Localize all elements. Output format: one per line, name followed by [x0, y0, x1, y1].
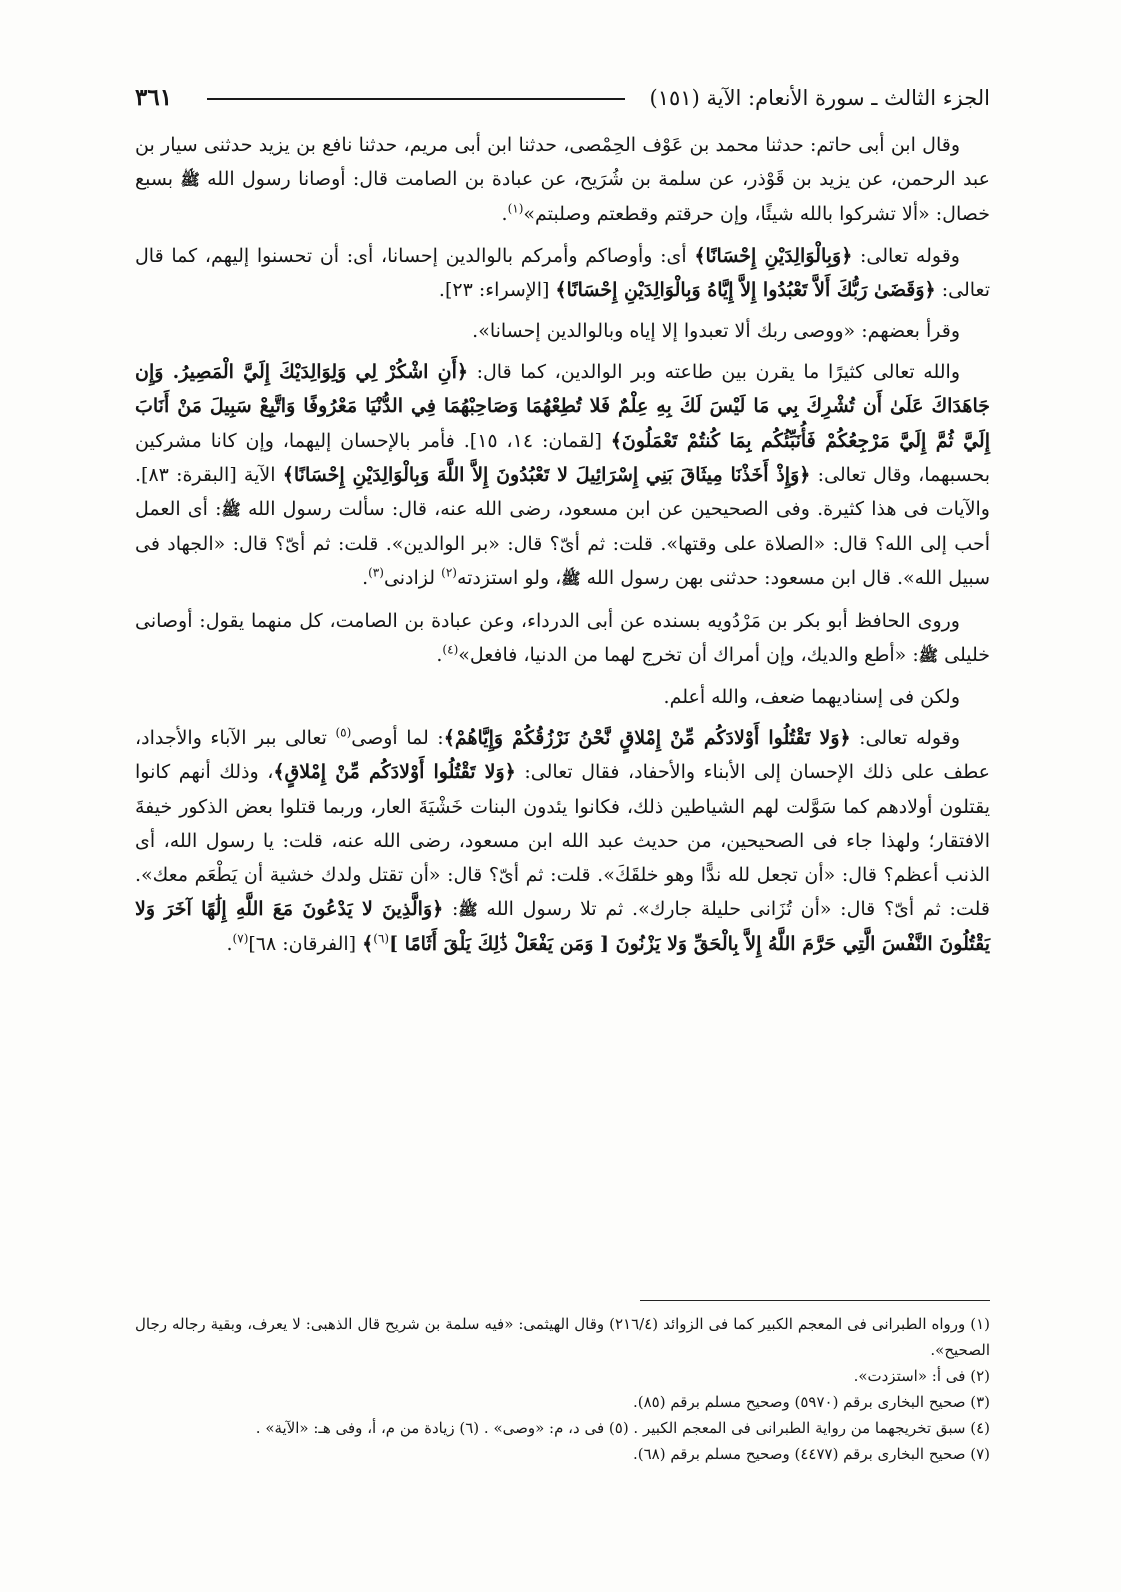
quran-verse: ﴿أَنِ اشْكُرْ لِي وَلِوَالِدَيْكَ إِلَيَّ الْمَصِيرُ. وَإِن جَاهَدَاكَ عَلَىٰ أَن تُشْرِكَ بِي مَا لَيْسَ لَكَ بِهِ عِلْمٌ فَلا تُطِعْهُمَا وَصَاحِبْهُمَا فِي الدُّنْيَا مَعْرُوفًا وَاتَّبِعْ سَبِيلَ مَنْ أَنَابَ إِلَيَّ ثُمَّ إِلَيَّ مَرْجِعُكُمْ فَأُنَبِّئُكُم بِمَا كُنتُمْ تَعْمَلُونَ﴾: [135, 361, 990, 452]
footnote: (٣) صحيح البخارى برقم (٥٩٧٠) وصحيح مسلم برقم (٨٥).: [632, 1393, 990, 1411]
text-run: بسبع خصال: «ألا تشركوا بالله شيئًا، وإن حرقتم وقطعتم وصلبتم»: [135, 168, 990, 226]
quran-verse: ﴿وَبِالْوَالِدَيْنِ إِحْسَانًا﴾: [694, 244, 853, 267]
footnote-ref: (٢): [441, 566, 457, 581]
text-run: تعالى ببر الآباء والأجداد، عطف على ذلك الإحسان إلى الأبناء والأحفاد، فقال تعالى:: [135, 727, 990, 784]
page-header: [135, 80, 990, 116]
running-title: الجزء الثالث ـ سورة الأنعام: الآية (١٥١): [649, 86, 990, 110]
salutation-glyph: ﷺ: [561, 569, 581, 589]
text-run: ، وذلك أنهم كانوا يقتلون أولادهم كما سَوَّلت لهم الشياطين ذلك، فكانوا يئدون البنات خَشْيَةَ العار، وربما قتلوا بعض الذكور خيفةَ الافتقار؛ ولهذا جاء فى الصحيحين، من حديث عبد الله ابن مسعود، رضى الله عنه، قلت: يا رسول الله، أى الذنب أعظم؟ قال: «أن تجعل لله ندًّا وهو خلقَكَ». قلت: ثم أىّ؟ قال: «أن تقتل ولدك خشية أن يَطْعَم معك». قلت: ثم أىّ؟ قال: «أن تُزَانى حليلة جارك». ثم تلا رسول الله: [135, 761, 990, 921]
text-run: الآية [البقرة: ٨٣]. والآيات فى هذا كثيرة. وفى الصحيحين عن ابن مسعود، رضى الله عنه، قال: سألت رسول الله: [135, 463, 990, 521]
text-run: .: [226, 933, 233, 956]
page-number: ٣٦١: [135, 84, 173, 111]
footnote-ref: (٦): [373, 932, 390, 947]
quran-verse: ﴿وَلا تَقْتُلُوا أَوْلادَكُم مِّنْ إِمْلاقٍ﴾: [273, 761, 516, 784]
text-run: : «أطع والديك، وإن أمراك أن تخرج لهما من الدنيا، فافعل»: [458, 643, 919, 666]
main-text: [135, 128, 990, 962]
text-run: [الفرقان: ٦٨]: [248, 933, 363, 956]
quran-verse: ﴿وَإِذْ أَخَذْنَا مِيثَاقَ بَنِي إِسْرَائِيلَ لا تَعْبُدُونَ إِلاَّ اللَّهَ وَبِالْوَالِدَيْنِ إِحْسَانًا﴾: [282, 463, 811, 486]
paragraph: [135, 314, 990, 348]
quran-verse: ﴾: [362, 933, 374, 956]
text-run: ، ولو استزدته: [456, 567, 562, 590]
salutation-glyph: ﷺ: [180, 170, 200, 190]
text-run: .: [436, 643, 443, 666]
paragraph: [135, 128, 990, 232]
text-run: وروى الحافظ أبو بكر بن مَرْدُويه بسنده عن أبى الدرداء، وعن عبادة بن الصامت، كل منهما يقول: أوصانى خليلى: [135, 609, 990, 666]
text-run: أى: وأوصاكم وأمركم بالوالدين إحسانا، أى: أن تحسنوا إليهم، كما قال تعالى:: [135, 244, 990, 301]
footnote-ref: (٤): [442, 642, 459, 657]
footnote-ref: (٥): [335, 725, 352, 740]
quran-verse: ﴿وَقَضَىٰ رَبُّكَ أَلاَّ تَعْبُدُوا إِلاَّ إِيَّاهُ وَبِالْوَالِدَيْنِ إِحْسَانًا﴾: [555, 278, 936, 301]
paragraph: [135, 680, 990, 714]
paragraph: [135, 721, 990, 961]
text-run: : لما أوصى: [351, 727, 444, 750]
footnotes: [135, 1311, 990, 1467]
paragraph: [135, 355, 990, 596]
text-run: وقرأ بعضهم: «ووصى ربك ألا تعبدوا إلا إياه وبالوالدين إحسانا».: [472, 320, 960, 343]
text-run: .: [501, 203, 508, 226]
footnote-ref: (١): [507, 202, 524, 217]
salutation-glyph: ﷺ: [458, 900, 478, 920]
paragraph: [135, 239, 990, 307]
text-run: : أى العمل أحب إلى الله؟ قال: «الصلاة على وقتها». قلت: ثم أىّ؟ قال: «بر الوالدين». قلت: ثم أىّ؟ قال: «الجهاد فى سبيل الله». قال ابن مسعود: حدثنى بهن رسول الله: [135, 498, 990, 590]
footnote: (٤) سبق تخريجهما من رواية الطبرانى فى المعجم الكبير . (٥) فى د، م: «وصى» . (٦) زيادة من م، أ، وفى هـ: «الآية» .: [255, 1419, 990, 1437]
salutation-glyph: ﷺ: [221, 500, 241, 520]
text-run: وقوله تعالى:: [852, 244, 960, 267]
footnote-ref: (٣): [368, 566, 384, 581]
text-run: [لقمان: ١٤، ١٥]. فأمر بالإحسان إليهما، وإن كانا مشركين بحسبهما، وقال تعالى:: [135, 429, 991, 486]
footnote: (٢) فى أ: «استزدت».: [853, 1367, 990, 1385]
text-run: وقال ابن أبى حاتم: حدثنا محمد بن عَوْف الحِمْصى، حدثنا ابن أبى مريم، حدثنا نافع بن يزيد حدثنى سيار بن عبد الرحمن، عن يزيد بن قَوْذر، عن سلمة بن شُرَيح، عن عبادة بن الصامت قال: أوصانا رسول الله: [135, 134, 990, 191]
text-run: لزادنى: [383, 567, 442, 590]
text-run: [الإسراء: ٢٣].: [438, 278, 556, 301]
paragraph: [135, 604, 990, 673]
footnote: (٧) صحيح البخارى برقم (٤٤٧٧) وصحيح مسلم برقم (٦٨).: [632, 1445, 990, 1463]
footnote-separator: [640, 1300, 990, 1301]
header-rule: [207, 98, 625, 100]
text-run: ولكن فى إسناديهما ضعف، والله أعلم.: [663, 686, 960, 709]
salutation-glyph: ﷺ: [918, 645, 939, 665]
footnote-ref: (٧): [232, 932, 249, 947]
text-run: :: [443, 898, 459, 921]
text-run: .: [362, 567, 369, 590]
quran-verse: ﴿وَلا تَقْتُلُوا أَوْلادَكُم مِّنْ إِمْلاقٍ نَّحْنُ نَرْزُقُكُمْ وَإِيَّاهُمْ﴾: [443, 727, 851, 750]
text-run: والله تعالى كثيرًا ما يقرن بين طاعته وبر الوالدين، كما قال:: [467, 361, 960, 384]
text-run: وقوله تعالى:: [850, 727, 960, 750]
quran-verse: ﴿وَالَّذِينَ لا يَدْعُونَ مَعَ اللَّهِ إِلَٰهًا آخَرَ وَلا يَقْتُلُونَ النَّفْسَ الَّتِي حَرَّمَ اللَّهُ إِلاَّ بِالْحَقِّ وَلا يَزْنُونَ [ وَمَن يَفْعَلْ ذَٰلِكَ يَلْقَ أَثَامًا ]: [135, 898, 990, 956]
footnote: (١) ورواه الطبرانى فى المعجم الكبير كما فى الزوائد (٢١٦/٤) وقال الهيثمى: «فيه سلمة بن شريح قال الذهبى: لا يعرف، وبقية رجاله رجال الصحيح».: [135, 1315, 991, 1359]
